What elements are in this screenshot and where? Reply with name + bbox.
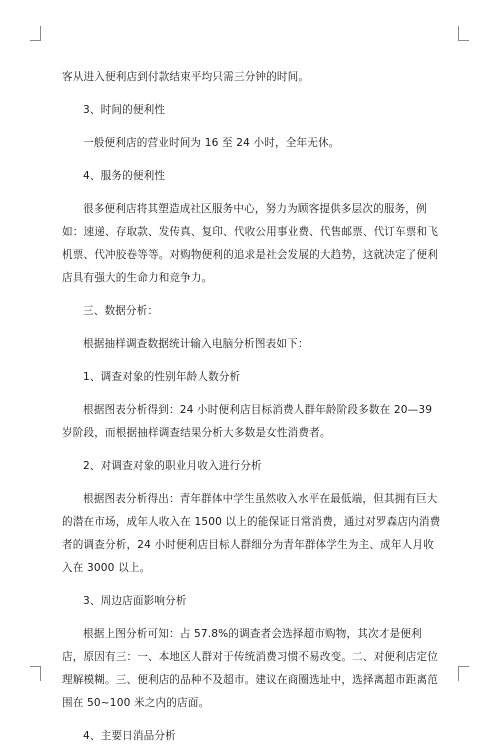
paragraph-charts-intro: 根据抽样调查数据统计输入电脑分析图表如下： — [83, 338, 309, 350]
paragraph-gender-age: 根据图表分析得到：24 小时便利店目标消费人群年龄阶段多数在 20—39 岁阶段，而根据抽样调查结果分析大多数是女性消费者。 — [62, 404, 436, 439]
heading-daily-goods: 4、主要日消品分析 — [83, 730, 176, 742]
crop-mark-top-left — [30, 26, 41, 41]
crop-mark-bottom-left — [30, 666, 41, 681]
heading-nearby-stores: 3、周边店面影响分析 — [83, 595, 187, 607]
paragraph-income: 根据图表分析得出：青年群体中学生虽然收入水平在最低端，但其拥有巨大的潜在市场，成年人收入在 1500 以上的能保证日常消费，通过对罗森店内消费者的调查分析，24 小时便利店目标人群细分为青年群体学生为主、成年人月收入在 3000 以上。 — [62, 493, 441, 574]
paragraph-business-hours: 一般便利店的营业时间为 16 至 24 小时，全年无休。 — [83, 137, 340, 149]
heading-service-convenience: 4、服务的便利性 — [83, 170, 166, 182]
paragraph-nearby-stores: 根据上图分析可知：占 57.8%的调查者会选择超市购物，其次才是便利店，原因有三：一、本地区人群对于传统消费习惯不易改变。二、对便利店定位理解模糊。三、便利店的品种不及超市。建议在商圈选址中，选择离超市距离范围在 50~100 米之内的店面。 — [62, 628, 439, 709]
paragraph-continuation: 客从进入便利店到付款结束平均只需三分钟的时间。 — [62, 71, 310, 83]
heading-time-convenience: 3、时间的便利性 — [83, 104, 166, 116]
heading-income: 2、对调查对象的职业月收入进行分析 — [83, 460, 262, 472]
crop-mark-top-right — [458, 26, 469, 41]
heading-gender-age: 1、调查对象的性别年龄人数分析 — [83, 371, 241, 383]
paragraph-services: 很多便利店将其塑造成社区服务中心，努力为顾客提供多层次的服务，例如：速递、存取款、发传真、复印、代收公用事业费、代售邮票、代订车票和飞机票、代冲胶卷等等。对购物便利的追求是社会发展的大趋势，这就决定了便利店具有强大的生命力和竞争力。 — [62, 203, 439, 284]
document-body — [62, 66, 442, 748]
heading-data-analysis: 三、数据分析： — [83, 305, 159, 317]
crop-mark-bottom-right — [458, 666, 469, 681]
